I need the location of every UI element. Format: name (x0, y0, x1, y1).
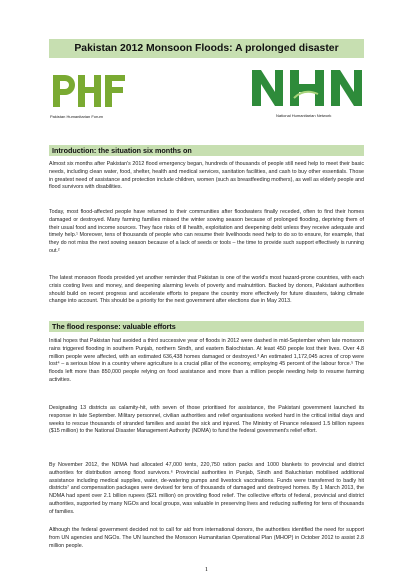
phf-logo (50, 71, 130, 117)
paragraph: Initial hopes that Pakistan had avoided a third successive year of floods in 2012 were dashed in mid-September when late monsoon rains triggered flooding in southern Punjab, northern Sindh, and eastern Balochistan. At least 450 people lost their lives. Over 4.8 million people were affected, with an estimated 636,438 homes damaged or destroyed.³ An estimated 1,172,045 acres of crop were lost⁴ – a serious blow in a country where agriculture is a crucial pillar of the economy, employing 45 percent of the labour force.⁵ The floods left more than 850,000 people relying on food assistance and more than a million people needing help to resume farming activities. (49, 338, 364, 383)
nhn-logo-mark (250, 68, 365, 108)
section-heading-bar (49, 321, 364, 332)
paragraph: Today, most flood-affected people have returned to their communities after floodwaters finally receded, often to find their homes damaged or destroyed. Many farming families missed the winter sowing season because of prolonged flooding, depriving them of their usual food and income sources. They face risks of ill health, exploitation and deepening debt unless they receive adequate and timely help.¹ Moreover, tens of thousands of people who can resume their livelihoods need help to do so to ensure, for example, that they do not miss the next sowing season because of a lack of seeds or tools – the time to provide such support effectively is running out.² (49, 209, 364, 254)
title-banner (49, 39, 364, 58)
paragraph: The latest monsoon floods provided yet another reminder that Pakistan is one of the world's most hazard-prone countries, with each crisis costing lives and money, and deepening alarming levels of poverty and malnutrition. Backed by donors, Pakistani authorities should build on recent progress and accelerate efforts to prepare the country more effectively for future disasters, taking climate change into account. This should be a priority for the next government after elections due in May 2013. (49, 275, 364, 305)
nhn-logo (250, 68, 365, 118)
phf-caption: Pakistan Humanitarian Forum (50, 114, 103, 119)
nhn-caption: National Humanitarian Network (276, 113, 332, 118)
section-heading: Introduction: the situation six months on (52, 146, 192, 155)
paragraph: Almost six months after Pakistan's 2012 flood emergency began, hundreds of thousands of people still need help to meet their basic needs, including clean water, food, shelter, health and medical services, sanitation facilities, and cash to buy other essentials. Those in greatest need of assistance and protection include children, women (such as breastfeeding mothers), as well as elderly people and flood survivors with disabilities. (49, 161, 364, 191)
paragraph: Designating 13 districts as calamity-hit, with seven of those prioritised for assistance, the Pakistani government launched its response in late September. Military personnel, civilian authorities and relief organisations worked hard in the critical initial days and weeks to rescue thousands of stranded families and assist the sick and injured. The Ministry of Finance released 1.5 billion rupees ($15 million) to the National Disaster Management Authority (NDMA) to fund the federal government's relief effort. (49, 405, 364, 435)
document-title: Pakistan 2012 Monsoon Floods: A prolonged disaster (74, 43, 339, 54)
paragraph: Although the federal government decided not to call for aid from international donors, the authorities identified the need for support from UN agencies and NGOs. The UN launched the Monsoon Humanitarian Operational Plan (MHOP) in October 2012 to assist 2.8 million people. (49, 527, 364, 549)
section-heading: The flood response: valuable efforts (52, 322, 176, 331)
paragraph: By November 2012, the NDMA had allocated 47,000 tents, 220,750 ration packs and 1000 blankets to provincial and district authorities for distribution among flood survivors.⁶ Provincial authorities in Punjab, Sindh and Baluchistan mobilised additional assistance including medical supplies, water, de-watering pumps and livestock vaccinations. Funds were transferred to badly hit districts⁷ and compensation packages were devised for tens of thousands of damaged and destroyed homes. By 1 March 2013, the NDMA had spent over 2.1 billion rupees ($21 million) on providing flood relief. The collective efforts of federal, provincial and district authorities, supported by many NGOs and local groups, was valuable in preserving lives and reducing suffering for tens of thousands of families. (49, 462, 364, 515)
phf-logo-mark (50, 71, 130, 109)
page-number: 1 (204, 566, 209, 573)
section-heading-bar (49, 145, 364, 156)
